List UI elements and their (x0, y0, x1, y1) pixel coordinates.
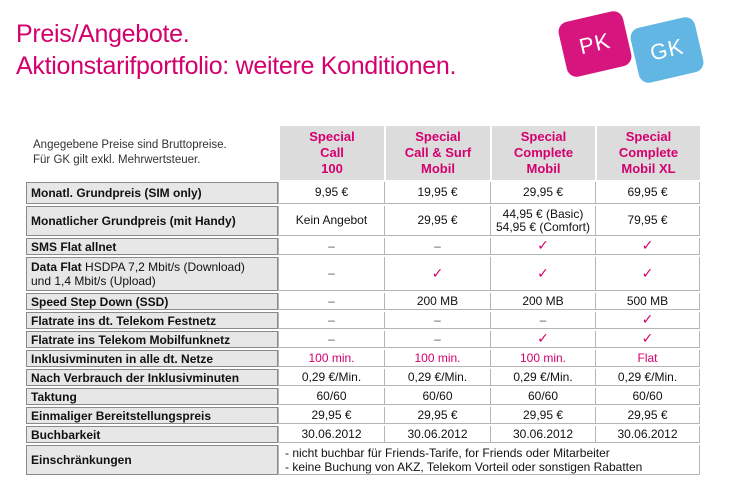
column-header-special-complete-mobil-xl (595, 126, 700, 180)
table-cell (490, 257, 595, 291)
table-cell: 29,95 € (490, 407, 595, 424)
table-cell: 60/60 (595, 388, 700, 405)
table-cell: Kein Angebot (278, 206, 384, 236)
table-cell: 69,95 € (595, 182, 700, 204)
table-cell (490, 206, 595, 236)
table-cell: – (278, 331, 384, 348)
check-icon: ✓ (537, 330, 549, 346)
table-cell: – (278, 238, 384, 255)
table-cell (595, 312, 700, 329)
check-icon: ✓ (641, 330, 654, 346)
column-header-special-call-100 (278, 126, 384, 180)
column-header-special-complete-mobil (490, 126, 595, 180)
table-row-bereitstellung (26, 407, 700, 424)
check-icon: ✓ (641, 311, 654, 327)
column-header-line: Mobil (526, 161, 561, 176)
title-line-2: Aktionstarifportfolio: weitere Konditionen. (16, 52, 457, 80)
row-label-detail: HSDPA 7,2 Mbit/s (Download) (81, 260, 245, 274)
gk-badge: GK (629, 15, 706, 84)
row-label: Monatlicher Grundpreis (mit Handy) (26, 206, 278, 236)
table-cell: 29,95 € (384, 407, 490, 424)
page-title (16, 18, 456, 82)
row-label-bold: Data Flat (31, 260, 82, 274)
table-row-einschraenkungen (26, 445, 700, 475)
restrictions-text (278, 445, 700, 475)
table-cell: – (384, 312, 490, 329)
table-header-row (26, 126, 700, 180)
table-cell: 200 MB (384, 293, 490, 310)
row-label: Speed Step Down (SSD) (26, 293, 278, 310)
table-cell: 79,95 € (595, 206, 700, 236)
table-cell: 29,95 € (490, 182, 595, 204)
table-cell: 19,95 € (384, 182, 490, 204)
check-icon: ✓ (641, 264, 654, 281)
column-header-line: Special (415, 129, 461, 144)
row-label: Monatl. Grundpreis (SIM only) (26, 182, 278, 204)
table-row-grundpreis-sim (26, 182, 700, 204)
table-cell: 29,95 € (384, 206, 490, 236)
table-cell: – (384, 238, 490, 255)
table-cell (595, 257, 700, 291)
column-header-special-call-surf-mobil (384, 126, 490, 180)
table-row-nach-verbrauch (26, 369, 700, 386)
table-row-sms-flat (26, 238, 700, 255)
tariff-table (26, 124, 700, 477)
table-row-festnetz (26, 312, 700, 329)
table-cell: 0,29 €/Min. (595, 369, 700, 386)
table-cell: 500 MB (595, 293, 700, 310)
table-row-inklusivminuten (26, 350, 700, 367)
table-row-mobilfunk (26, 331, 700, 348)
check-icon: ✓ (431, 264, 444, 281)
table-cell: 30.06.2012 (490, 426, 595, 443)
row-label (26, 257, 278, 291)
table-cell: 60/60 (384, 388, 490, 405)
column-header-line: Special (520, 129, 567, 144)
check-icon: ✓ (537, 237, 549, 253)
table-cell: 0,29 €/Min. (278, 369, 384, 386)
table-row-data-flat (26, 257, 700, 291)
row-label: Einmaliger Bereitstellungspreis (26, 407, 278, 424)
row-label: Einschränkungen (26, 445, 278, 475)
table-cell: 9,95 € (278, 182, 384, 204)
table-cell: – (384, 331, 490, 348)
table-cell: – (278, 312, 384, 329)
table-cell: 0,29 €/Min. (384, 369, 490, 386)
column-header-line: Mobil (421, 161, 455, 176)
table-cell: 60/60 (490, 388, 595, 405)
table-cell: – (490, 312, 595, 329)
table-cell: – (278, 257, 384, 291)
check-icon: ✓ (641, 237, 654, 253)
row-label: Flatrate ins dt. Telekom Festnetz (26, 312, 278, 329)
table-cell: 30.06.2012 (384, 426, 490, 443)
table-cell: – (278, 293, 384, 310)
row-label: Nach Verbrauch der Inklusivminuten (26, 369, 278, 386)
table-cell: Flat (595, 350, 700, 367)
price-note-line-1: Angegebene Preise sind Bruttopreise. (33, 139, 227, 151)
column-header-line: 100 (321, 161, 343, 176)
table-row-grundpreis-handy (26, 206, 700, 236)
pk-badge: PK (557, 9, 634, 78)
check-icon: ✓ (537, 264, 549, 281)
table-cell (384, 257, 490, 291)
column-header-line: Special (625, 129, 672, 144)
table-cell (595, 238, 700, 255)
table-row-ssd (26, 293, 700, 310)
column-header-line: Mobil XL (621, 161, 676, 176)
table-row-taktung (26, 388, 700, 405)
restriction-line: - keine Buchung von AKZ, Telekom Vorteil oder sonstigen Rabatten (285, 459, 643, 474)
table-cell: 100 min. (384, 350, 490, 367)
table-cell: 0,29 €/Min. (490, 369, 595, 386)
table-cell: 60/60 (278, 388, 384, 405)
row-label: SMS Flat allnet (26, 238, 278, 255)
table-cell: 30.06.2012 (278, 426, 384, 443)
table-cell (490, 331, 595, 348)
table-cell (490, 238, 595, 255)
restriction-line: - nicht buchbar für Friends-Tarife, for Friends oder Mitarbeiter (285, 445, 610, 460)
column-header-line: Complete (618, 145, 679, 160)
row-label: Flatrate ins Telekom Mobilfunknetz (26, 331, 278, 348)
table-cell: 100 min. (490, 350, 595, 367)
table-cell: 29,95 € (595, 407, 700, 424)
price-note-line-2: Für GK gilt exkl. Mehrwertsteuer. (33, 154, 201, 166)
price-comfort: 54,95 € (Comfort) (495, 219, 591, 234)
table-cell: 30.06.2012 (595, 426, 700, 443)
table-cell (595, 331, 700, 348)
column-header-line: Complete (513, 145, 574, 160)
column-header-line: Call (320, 145, 344, 160)
row-label: Inklusivminuten in alle dt. Netze (26, 350, 278, 367)
price-note (26, 126, 278, 180)
title-line-1: Preis/Angebote. (16, 20, 190, 48)
table-cell: 100 min. (278, 350, 384, 367)
column-header-line: Special (309, 129, 355, 144)
price-basic: 44,95 € (Basic) (502, 206, 584, 221)
row-label: Buchbarkeit (26, 426, 278, 443)
row-label: Taktung (26, 388, 278, 405)
table-row-buchbarkeit (26, 426, 700, 443)
column-header-line: Call & Surf (404, 145, 472, 160)
table-cell: 200 MB (490, 293, 595, 310)
row-label-detail: und 1,4 Mbit/s (Upload) (31, 274, 156, 288)
table-cell: 29,95 € (278, 407, 384, 424)
